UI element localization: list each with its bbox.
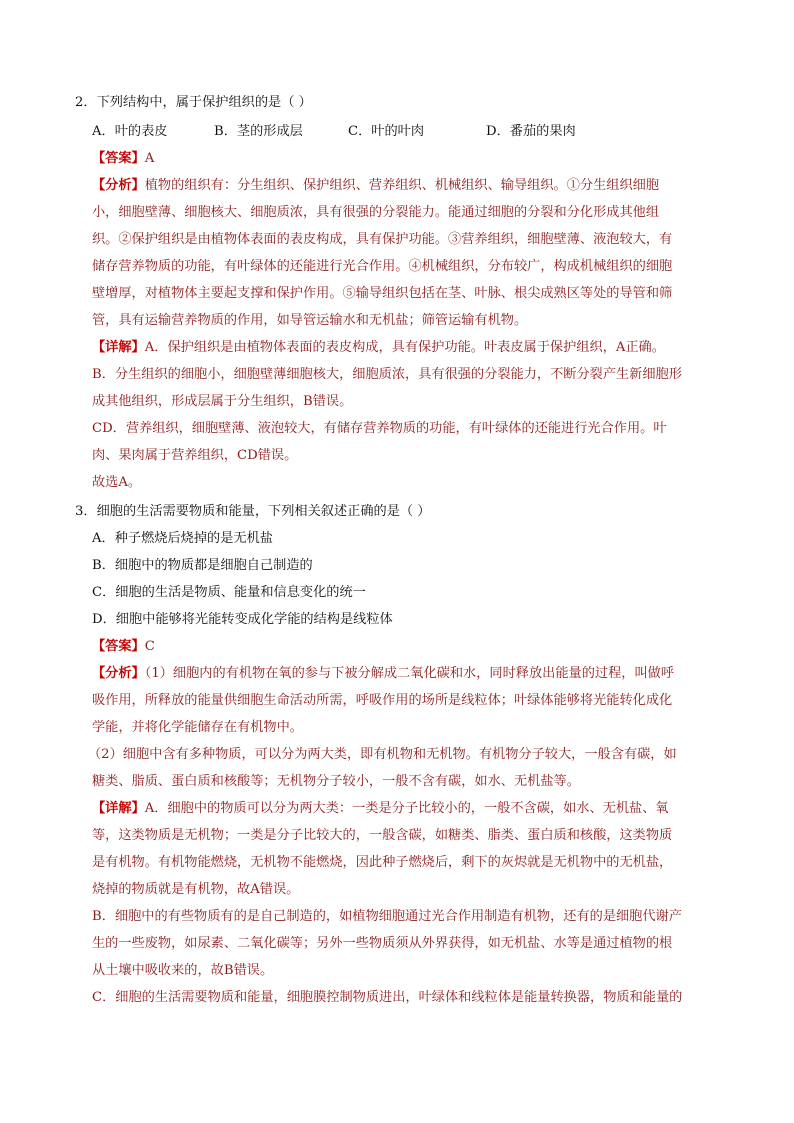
q3-option-d: D．细胞中能够将光能转变成化学能的结构是线粒体 <box>92 612 393 627</box>
q2-detail-line-4: CD．营养组织，细胞壁薄、液泡较大，有储存营养物质的功能，有叶绿体的还能进行光合作用。叶 <box>92 421 667 436</box>
q2-analysis-line-3: 织。②保护组织是由植物体表面的表皮构成，具有保护功能。③营养组织，细胞壁薄、液泡较大，有 <box>92 232 673 247</box>
q3-detail-line-5: B．细胞中的有些物质有的是自己制造的，如植物细胞通过光合作用制造有机物，还有的是细胞代谢产 <box>92 909 682 924</box>
analysis-text: 植物的组织有：分生组织、保护组织、营养组织、机械组织、输导组织。①分生组织细胞 <box>144 178 660 193</box>
q3-stem: 3．细胞的生活需要物质和能量，下列相关叙述正确的是（ ） <box>75 504 431 519</box>
q2-detail-line-3: 成其他组织，形成层属于分生组织，B错误。 <box>92 394 353 409</box>
q3-option-c: C．细胞的生活是物质、能量和信息变化的统一 <box>92 585 366 600</box>
q3-detail-line-3: 是有机物。有机物能燃烧，无机物不能燃烧，因此种子燃烧后，剩下的灰烬就是无机物中的无机盐， <box>92 855 673 870</box>
q2-answer <box>92 149 724 169</box>
q3-analysis-line-1 <box>92 664 724 684</box>
q3-analysis-line-4: （2）细胞中含有多种物质，可以分为两大类，即有机物和无机物。有机物分子较大，一般含有碳，如 <box>88 747 677 762</box>
q2-option-b: B．茎的形成层 <box>214 124 303 139</box>
q3-detail-line-4: 烧掉的物质就是有机物，故A错误。 <box>92 882 300 897</box>
q3-detail-line-6: 生的一些废物，如尿素、二氧化碳等；另外一些物质须从外界获得，如无机盐、水等是通过植物的根 <box>92 936 673 951</box>
answer-tag: 【答案】 <box>92 639 145 654</box>
q3-analysis-line-2: 吸作用，所释放的能量供细胞生命活动所需，呼吸作用的场所是线粒体；叶绿体能够将光能转化成化 <box>92 693 673 708</box>
q2-analysis-line-1 <box>92 176 724 196</box>
q3-option-b: B．细胞中的物质都是细胞自己制造的 <box>92 558 313 573</box>
q2-detail-line-2: B．分生组织的细胞小，细胞壁薄细胞核大，细胞质浓，具有很强的分裂能力，不断分裂产生新细胞形 <box>92 367 682 382</box>
q2-option-a: A．叶的表皮 <box>92 124 168 139</box>
q3-detail-line-2: 等，这类物质是无机物；一类是分子比较大的，一般含碳，如糖类、脂类、蛋白质和核酸，这类物质 <box>92 828 673 843</box>
q3-analysis-line-3: 学能，并将化学能储存在有机物中。 <box>92 720 303 735</box>
q2-stem: 2．下列结构中，属于保护组织的是（ ） <box>75 95 312 110</box>
q2-detail-line-1 <box>92 338 724 358</box>
analysis-text: （1）细胞内的有机物在氧的参与下被分解成二氧化碳和水，同时释放出能量的过程，叫做呼 <box>144 666 675 681</box>
detail-text: A．细胞中的物质可以分为两大类：一类是分子比较小的，一般不含碳，如水、无机盐、氧 <box>144 801 669 816</box>
q3-detail-line-1 <box>92 799 724 819</box>
analysis-tag: 【分析】 <box>92 666 145 681</box>
q2-option-d: D．番茄的果肉 <box>486 124 576 139</box>
q3-option-a: A．种子燃烧后烧掉的是无机盐 <box>92 531 273 546</box>
q2-analysis-line-5: 壁增厚，对植物体主要起支撑和保护作用。⑤输导组织包括在茎、叶脉、根尖成熟区等处的导管和筛 <box>92 286 673 301</box>
q3-analysis-line-5: 糖类、脂质、蛋白质和核酸等；无机物分子较小，一般不含有碳，如水、无机盐等。 <box>92 774 580 789</box>
answer-value: C <box>144 639 155 654</box>
q2-options <box>92 122 724 142</box>
detail-tag: 【详解】 <box>92 801 145 816</box>
q2-analysis-line-6: 管，具有运输营养物质的作用，如导管运输水和无机盐；筛管运输有机物。 <box>92 313 528 328</box>
q3-detail-line-8: C．细胞的生活需要物质和能量，细胞膜控制物质进出，叶绿体和线粒体是能量转换器，物质和能量的 <box>92 990 683 1005</box>
q2-analysis-line-2: 小，细胞壁薄、细胞核大、细胞质浓，具有很强的分裂能力。能通过细胞的分裂和分化形成其他组 <box>92 205 660 220</box>
analysis-tag: 【分析】 <box>92 178 145 193</box>
q2-analysis-line-4: 储存营养物质的功能，有叶绿体的还能进行光合作用。④机械组织，分布较广，构成机械组织的细胞 <box>92 259 673 274</box>
answer-tag: 【答案】 <box>92 151 145 166</box>
detail-text: A．保护组织是由植物体表面的表皮构成，具有保护功能。叶表皮属于保护组织，A正确。 <box>144 340 665 355</box>
q3-detail-line-7: 从土壤中吸收来的，故B错误。 <box>92 963 274 978</box>
q2-detail-line-5: 肉、果肉属于营养组织，CD错误。 <box>92 448 298 463</box>
detail-tag: 【详解】 <box>92 340 145 355</box>
answer-value: A <box>144 151 155 166</box>
q2-option-c: C．叶的叶肉 <box>348 124 425 139</box>
q3-answer <box>92 637 724 657</box>
q2-detail-line-6: 故选A。 <box>92 475 142 490</box>
